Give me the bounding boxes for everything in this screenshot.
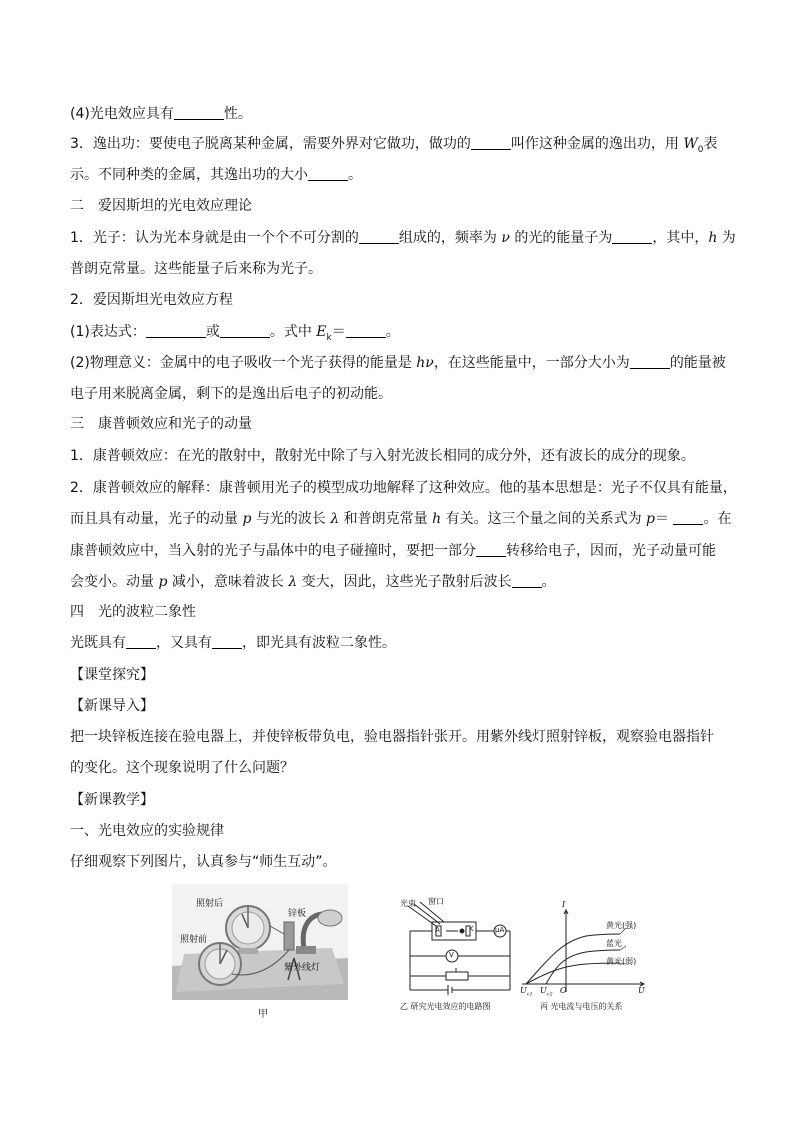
current-voltage-graph: [520, 902, 650, 998]
fill-blank[interactable]: [220, 325, 270, 338]
label-zinc-plate: 锌板: [288, 909, 307, 919]
label-light-beam: 光束: [400, 899, 416, 908]
figure-jia-photo: [172, 884, 348, 1000]
text-line-kinetic-energy: 电子用来脱离金属，剩下的是逸出后电子的初动能。: [70, 386, 392, 402]
text-line-intro-1: 把一块锌板连接在验电器上，并使锌板带负电，验电器指针张开。用紫外线灯照射锌板，观察验电器指针: [70, 729, 714, 745]
text-line-physical-meaning: (2)物理意义：金属中的电子吸收一个光子获得的能量是 hν，在这些能量中，一部分大小为 的能量被: [70, 355, 726, 371]
text-line-experiment-rules: 一、光电效应的实验规律: [70, 823, 224, 839]
heading-class-explore: 【课堂探究】: [70, 667, 154, 683]
fill-blank[interactable]: [476, 544, 506, 557]
fill-blank[interactable]: [512, 575, 542, 588]
label-window: 窗口: [428, 897, 444, 906]
text-line-observe: 仔细观察下列图片，认真参与“师生互动”。: [70, 854, 337, 870]
fill-blank[interactable]: [612, 231, 652, 244]
label-uc2: $U_{c2}$: [540, 986, 553, 998]
caption-yi: 乙 研究光电效应的电路图: [400, 1002, 491, 1011]
label-cathode: K: [469, 925, 474, 933]
label-blue: 蓝光: [606, 939, 622, 948]
text-line-work-function-cont: 示。不同种类的金属，其逸出功的大小 。: [70, 167, 362, 183]
text-line-momentum: 而且具有动量，光子的动量 p 与光的波长 λ 和普朗克常量 h 有关。这三个量之间的关系式为 p＝ 。在: [70, 511, 732, 527]
fill-blank[interactable]: [471, 137, 511, 150]
label-x-axis: U: [638, 986, 645, 995]
text-line-4-property: (4)光电效应具有 性。: [70, 106, 252, 122]
text-line-expression: (1)表达式： 或 。式中 $E_k=$ 。: [70, 324, 400, 343]
text-line-intro-2: 的变化。这个现象说明了什么问题？: [70, 760, 294, 776]
section-heading-3: 三 康普顿效应和光子的动量: [70, 416, 252, 432]
text-line-wavelength: 会变小。动量 p 减小，意味着波长 λ 变大，因此，这些光子散射后波长 。: [70, 574, 556, 590]
section-heading-2: 二 爱因斯坦的光电效应理论: [70, 198, 252, 214]
text-line-collision: 康普顿效应中，当入射的光子与晶体中的电子碰撞时，要把一部分 转移给电子，因而，光子动量可能: [70, 543, 716, 559]
text-line-compton-explanation: 2．康普顿效应的解释：康普顿用光子的模型成功地解释了这种效应。他的基本思想是：光子不仅具有能量，: [70, 480, 737, 496]
label-before: 照射前: [180, 935, 208, 945]
section-heading-4: 四 光的波粒二象性: [70, 604, 196, 620]
fill-blank[interactable]: [346, 325, 386, 338]
label-yellow-strong: 黄光(强): [606, 921, 637, 930]
fill-blank[interactable]: [146, 325, 206, 338]
label-uv-lamp: 紫外线灯: [284, 963, 321, 973]
text-line-equation-title: 2．爱因斯坦光电效应方程: [70, 292, 233, 308]
fill-blank[interactable]: [673, 512, 703, 525]
text-line-planck: 普朗克常量。这些能量子后来称为光子。: [70, 261, 322, 277]
label-after: 照射后: [196, 899, 224, 909]
label-anode: A: [435, 926, 440, 934]
label-yellow-weak: 黄光(弱): [606, 957, 637, 966]
heading-new-lesson-teaching: 【新课教学】: [70, 792, 154, 808]
label-microammeter: μA: [495, 926, 505, 934]
caption-jia: 甲: [258, 1009, 268, 1020]
circuit-diagram: [400, 900, 514, 1000]
heading-new-lesson-intro: 【新课导入】: [70, 698, 154, 714]
fill-blank[interactable]: [174, 107, 224, 120]
fill-blank[interactable]: [308, 168, 348, 181]
text-line-photon: 1．光子：认为光本身就是由一个个不可分割的 组成的，频率为 ν 的光的能量子为 ，其中，h 为: [70, 230, 736, 246]
fill-blank[interactable]: [212, 636, 242, 649]
text-line-duality: 光既具有 ，又具有 ，即光具有波粒二象性。: [70, 635, 396, 651]
figure-yi-circuit: [400, 897, 514, 1000]
label-uc1: $U_{c1}$: [520, 986, 533, 998]
label-y-axis: I: [562, 900, 566, 909]
fill-blank[interactable]: [630, 356, 670, 369]
fill-blank[interactable]: [126, 636, 156, 649]
fill-blank[interactable]: [359, 231, 399, 244]
caption-bing: 丙 光电流与电压的关系: [540, 1002, 623, 1011]
figure-bing-iv-graph: [520, 902, 650, 998]
text-line-work-function: 3．逸出功：要使电子脱离某种金属，需要外界对它做功，做功的 叫作这种金属的逸出功，用 $W_0$表: [70, 136, 718, 155]
label-origin: O: [560, 986, 567, 995]
label-voltmeter: V: [449, 951, 454, 959]
text-line-compton-effect: 1．康普顿效应：在光的散射中，散射光中除了与入射光波长相同的成分外，还有波长的成分的现象。: [70, 448, 695, 464]
